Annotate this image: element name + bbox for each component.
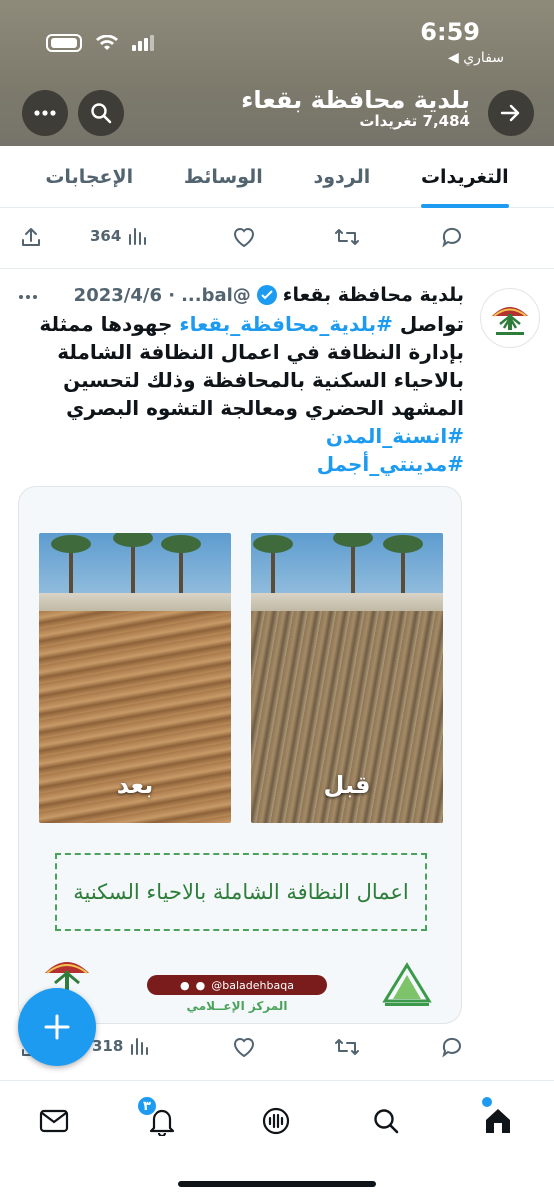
verified-icon: [257, 285, 277, 305]
bottom-navigation: [0, 1080, 554, 1200]
views-count: 318: [92, 1037, 124, 1055]
reply-icon: [440, 1036, 464, 1058]
mail-icon: [39, 1108, 69, 1134]
nav-spaces[interactable]: [256, 1101, 296, 1141]
profile-tabs: [0, 146, 554, 208]
tab-tweets[interactable]: التغريدات: [421, 146, 509, 208]
share-icon: [20, 226, 42, 248]
tweet-text-prefix: تواصل: [392, 312, 464, 336]
tweet-text-body: جهودها ممثلة بإدارة النظافة في اعمال النظافة الشاملة بالاحياء السكنية بالمحافظة وذلك لتحسين المشهد الحضري ومعالجة التشوه البصري: [39, 312, 464, 420]
tweet-header: [74, 284, 464, 306]
reply-button[interactable]: [440, 1036, 464, 1058]
tweet-options-button[interactable]: [18, 284, 38, 305]
retweet-icon: [334, 226, 360, 248]
back-button[interactable]: [488, 90, 534, 136]
hashtag-link[interactable]: #انسنة_المدن: [325, 424, 464, 448]
reply-button[interactable]: [440, 226, 464, 248]
reply-icon: [440, 226, 464, 248]
more-icon: [34, 110, 56, 116]
views-button[interactable]: [92, 1036, 149, 1056]
after-photo: [39, 533, 231, 823]
clock: 6:59: [420, 18, 480, 46]
system-icons: [46, 34, 154, 52]
profile-header: [0, 0, 554, 146]
nav-search[interactable]: [366, 1101, 406, 1141]
plus-icon: [43, 1013, 71, 1041]
search-icon: [372, 1107, 400, 1135]
search-button[interactable]: [78, 90, 124, 136]
twitter-icon: ●: [195, 978, 206, 992]
prev-tweet-actions: [0, 218, 554, 258]
social-handle-pill: [147, 975, 327, 995]
hail-municipality-logo-icon: [377, 961, 437, 1011]
hashtag-link[interactable]: #مدينتي_أجمل: [316, 452, 464, 476]
heart-icon: [232, 226, 256, 248]
before-photo: [251, 533, 443, 823]
notification-badge: ٣: [136, 1095, 158, 1117]
share-button[interactable]: [20, 226, 42, 248]
retweet-button[interactable]: [334, 226, 360, 248]
nav-home[interactable]: [478, 1101, 518, 1141]
tab-media[interactable]: الوسائط: [183, 165, 263, 188]
tweet-handle: @bal...: [181, 284, 251, 306]
tab-likes[interactable]: الإعجابات: [45, 165, 134, 188]
avatar[interactable]: [480, 288, 540, 348]
compose-tweet-button[interactable]: [18, 988, 96, 1066]
views-count: 364: [90, 227, 122, 245]
divider: [0, 268, 554, 269]
retweet-button[interactable]: [334, 1036, 360, 1058]
more-icon: [18, 294, 38, 300]
account-name: بلدية محافظة بقعاء: [241, 86, 470, 114]
before-label: قبل: [323, 771, 371, 799]
spaces-icon: [261, 1106, 291, 1136]
tweet-text: [16, 310, 464, 478]
snapchat-icon: ●: [180, 978, 190, 992]
back-to-safari-link[interactable]: ◀ سفاري: [447, 50, 504, 66]
new-content-dot: [482, 1097, 492, 1107]
home-indicator: [178, 1181, 376, 1187]
hashtag-link[interactable]: #بلدية_محافظة_بقعاء: [179, 312, 393, 336]
tweet-author-name[interactable]: بلدية محافظة بقعاء: [282, 284, 464, 306]
after-label: بعد: [116, 771, 154, 799]
tweet-count: 7,484 تغريدات: [359, 112, 470, 130]
nav-messages[interactable]: [34, 1101, 74, 1141]
more-button[interactable]: [22, 90, 68, 136]
arrow-right-icon: [500, 103, 522, 123]
views-button[interactable]: [90, 226, 147, 246]
heart-icon: [232, 1036, 256, 1058]
wifi-icon: [96, 35, 118, 51]
municipality-logo-icon: [486, 298, 534, 338]
like-button[interactable]: [232, 226, 256, 248]
media-center-label: المركز الإعــلامي: [186, 999, 288, 1013]
search-icon: [90, 102, 112, 124]
status-bar: [0, 14, 554, 66]
tweet-date: · 2023/4/6: [73, 284, 176, 306]
media-caption: اعمال النظافة الشاملة بالاحياء السكنية: [55, 853, 427, 931]
like-button[interactable]: [232, 1036, 256, 1058]
views-icon: [129, 1036, 149, 1056]
tweet-media-image[interactable]: [18, 486, 462, 1024]
social-handle: @baladehbaqa: [211, 978, 294, 992]
views-icon: [127, 226, 147, 246]
tab-replies[interactable]: الردود: [313, 165, 371, 188]
battery-icon: [46, 34, 82, 52]
retweet-icon: [334, 1036, 360, 1058]
signal-icon: [132, 35, 154, 51]
home-icon: [483, 1106, 513, 1136]
